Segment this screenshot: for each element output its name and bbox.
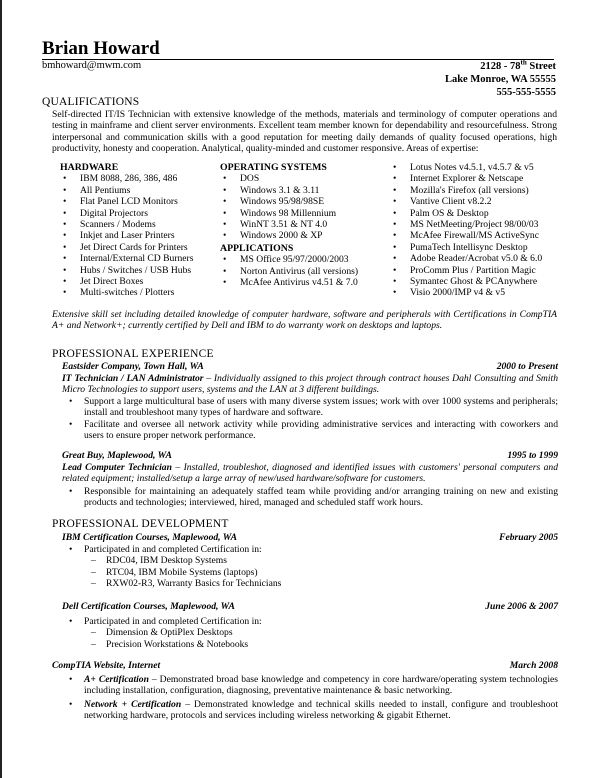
job-1-bullet-2: • Facilitate and oversee all network activity while providing administrative services and interacting with coworkers and users to ensure proper network performance. (62, 419, 558, 442)
applications-heading: APPLICATIONS (220, 242, 294, 254)
software-item: • Lotus Notes v4.5.1, v4.5.7 & v5 (390, 162, 560, 173)
software-list (390, 162, 560, 299)
hardware-item: • Inkjet and Laser Printers (60, 230, 220, 241)
software-item: • Internet Explorer & Netscape (390, 173, 560, 184)
course-1-item-3: – RXW02-R3, Warranty Basics for Technicians (62, 578, 558, 589)
software-item: • Adobe Reader/Acrobat v5.0 & 6.0 (390, 253, 560, 264)
software-item: • Palm OS & Desktop (390, 208, 560, 219)
hardware-item: • Jet Direct Boxes (60, 276, 220, 287)
course-2-item-1: – Dimension & OptiPlex Desktops (62, 627, 558, 638)
course-1-header (42, 532, 558, 543)
job-1-bullets (62, 396, 558, 442)
software-item: • ProComm Plus / Partition Magic (390, 265, 560, 276)
page-edge (0, 0, 2, 778)
os-item: • DOS (220, 173, 390, 184)
comptia-date: March 2008 (509, 660, 558, 671)
os-item: • WinNT 3.51 & NT 4.0 (220, 219, 390, 230)
hardware-column (60, 162, 220, 299)
os-heading: OPERATING SYSTEMS (220, 162, 327, 173)
job-1-role (62, 373, 558, 396)
street-line (445, 60, 556, 73)
course-2-org: Dell Certification Courses, Maplewood, WA (62, 601, 235, 612)
job-2-bullets (62, 486, 558, 509)
hardware-item: • Internal/External CD Burners (60, 253, 220, 264)
hardware-item: • Flat Panel LCD Monitors (60, 196, 220, 207)
hardware-item: • All Pentiums (60, 185, 220, 196)
software-item: • Mozilla's Firefox (all versions) (390, 185, 560, 196)
aplus-cert-text: – Demonstrated broad base knowledge and competency in core hardware/operating system technologies including installation, configuration, diagnosing, preventative maintenance & basic networking. (84, 674, 558, 697)
comptia-header (52, 660, 558, 671)
job-2-role-desc: – Installed, troubleshot, diagnosed and identified issues with customers' personal computers and related equipment; installed/setup a large array of new/used hardware/software for customers. (62, 462, 558, 485)
job-2-company: Great Buy, Maplewood, WA (62, 450, 172, 461)
os-column (220, 162, 390, 288)
job-1-dates: 2000 to Present (496, 361, 558, 372)
application-item: • Norton Antivirus (all versions) (220, 266, 390, 277)
job-1-title: IT Technician / LAN Administrator (62, 373, 204, 384)
network-cert-text: – Demonstrated knowledge and technical skills needed to install, configure and troubleshoot networking hardware, protocols and services including wireless networking & gigabit Ethernet. (84, 698, 558, 722)
course-2-list (62, 616, 558, 650)
job-2-dates: 1995 to 1999 (507, 450, 558, 461)
course-2-lead: • Participated in and completed Certification in: (62, 616, 558, 627)
comptia-org: CompTIA Website, Internet (52, 660, 161, 671)
os-item: • Windows 98 Millennium (220, 208, 390, 219)
os-item: • Windows 2000 & XP (220, 230, 390, 241)
os-list (220, 173, 390, 241)
hardware-heading: HARDWARE (60, 162, 119, 173)
os-item: • Windows 3.1 & 3.11 (220, 185, 390, 196)
street-name: Street (526, 61, 556, 72)
job-2-title: Lead Computer Technician (62, 462, 172, 473)
qualifications-closing: Extensive skill set including detailed knowledge of computer hardware, software and peripherals with Certifications in CompTIA A+ and Network+; currently certified by Dell and IBM to do warranty work on desktops and laptops. (52, 309, 557, 332)
job-1-role-desc: – Individually assigned to this project through contract houses Dahl Consulting and Smith Micro Technologies to support users, systems and the LAN at 3 different buildings. (62, 373, 558, 396)
software-column (390, 162, 560, 299)
street-suffix: th (520, 58, 527, 67)
mailing-address (445, 60, 556, 99)
course-1-date: February 2005 (499, 532, 558, 543)
experience-heading: PROFESSIONAL EXPERIENCE (52, 348, 214, 360)
course-2-header (42, 601, 558, 612)
candidate-name: Brian Howard (42, 38, 160, 59)
job-1-header (42, 361, 558, 372)
software-item: • Vantive Client v8.2.2 (390, 196, 560, 207)
os-item: • Windows 95/98/98SE (220, 196, 390, 207)
hardware-item: • IBM 8088, 286, 386, 486 (60, 173, 220, 184)
software-item: • PumaTech Intellisync Desktop (390, 242, 560, 253)
hardware-item: • Hubs / Switches / USB Hubs (60, 265, 220, 276)
job-2-role (62, 462, 558, 485)
hardware-item: • Multi-switches / Plotters (60, 287, 220, 298)
course-1-org: IBM Certification Courses, Maplewood, WA (62, 532, 238, 543)
software-item: • Visio 2000/IMP v4 & v5 (390, 287, 560, 298)
phone-number: 555-555-5555 (496, 87, 556, 98)
course-2-date: June 2006 & 2007 (485, 601, 558, 612)
network-cert-name: Network + Certification (84, 698, 182, 710)
qualifications-heading: QUALIFICATIONS (42, 96, 140, 108)
comptia-item-2 (62, 699, 558, 722)
software-item: • Symantec Ghost & PCAnywhere (390, 276, 560, 287)
course-2-item-2: – Precision Workstations & Notebooks (62, 639, 558, 650)
course-1-item-1: – RDC04, IBM Desktop Systems (62, 555, 558, 566)
application-item: • McAfee Antivirus v4.51 & 7.0 (220, 277, 390, 288)
software-item: • McAfee Firewall/MS ActiveSync (390, 230, 560, 241)
qualifications-summary: Self-directed IT/IS Technician with extensive knowledge of the methods, materials and terminology of computer operations and testing in mainframe and client server environments. Excellent team member known for dependability and resourcefulness. Strong interpersonal and communication skills with a good reputation for meeting daily demands of quality focused operations, high productivity, honesty and cooperation. Analytical, quality-minded and customer responsive. Areas of expertise: (52, 109, 557, 155)
hardware-item: • Jet Direct Cards for Printers (60, 242, 220, 253)
city-line: Lake Monroe, WA 55555 (444, 74, 556, 85)
job-2-bullet-1: • Responsible for maintaining an adequately staffed team while providing and/or arranging training on new and existing products and technologies; interviewed, hired, managed and scheduled staff work hours. (62, 486, 558, 509)
course-1-lead: • Participated in and completed Certification in: (62, 544, 558, 555)
course-1-list (62, 544, 558, 590)
job-1-company: Eastsider Company, Town Hall, WA (62, 361, 204, 372)
development-heading: PROFESSIONAL DEVELOPMENT (52, 518, 229, 530)
course-1-item-2: – RTC04, IBM Mobile Systems (laptops) (62, 567, 558, 578)
email-address: bmhoward@mwm.com (42, 60, 142, 71)
software-item: • MS NetMeeting/Project 98/00/03 (390, 219, 560, 230)
street-number: 2128 - 78 (480, 61, 521, 72)
hardware-item: • Scanners / Modems (60, 219, 220, 230)
job-1-bullet-1: • Support a large multicultural base of users with many diverse system issues; work with over 1000 systems and peripherals; install and troubleshoot many types of hardware and software. (62, 396, 558, 419)
aplus-cert-name: A+ Certification (84, 674, 149, 685)
applications-list (220, 254, 390, 288)
application-item: • MS Office 95/97/2000/2003 (220, 254, 390, 265)
hardware-item: • Digital Projectors (60, 208, 220, 219)
comptia-list (62, 674, 558, 722)
hardware-list (60, 173, 220, 298)
job-2-header (42, 450, 558, 461)
comptia-item-1 (62, 674, 558, 697)
